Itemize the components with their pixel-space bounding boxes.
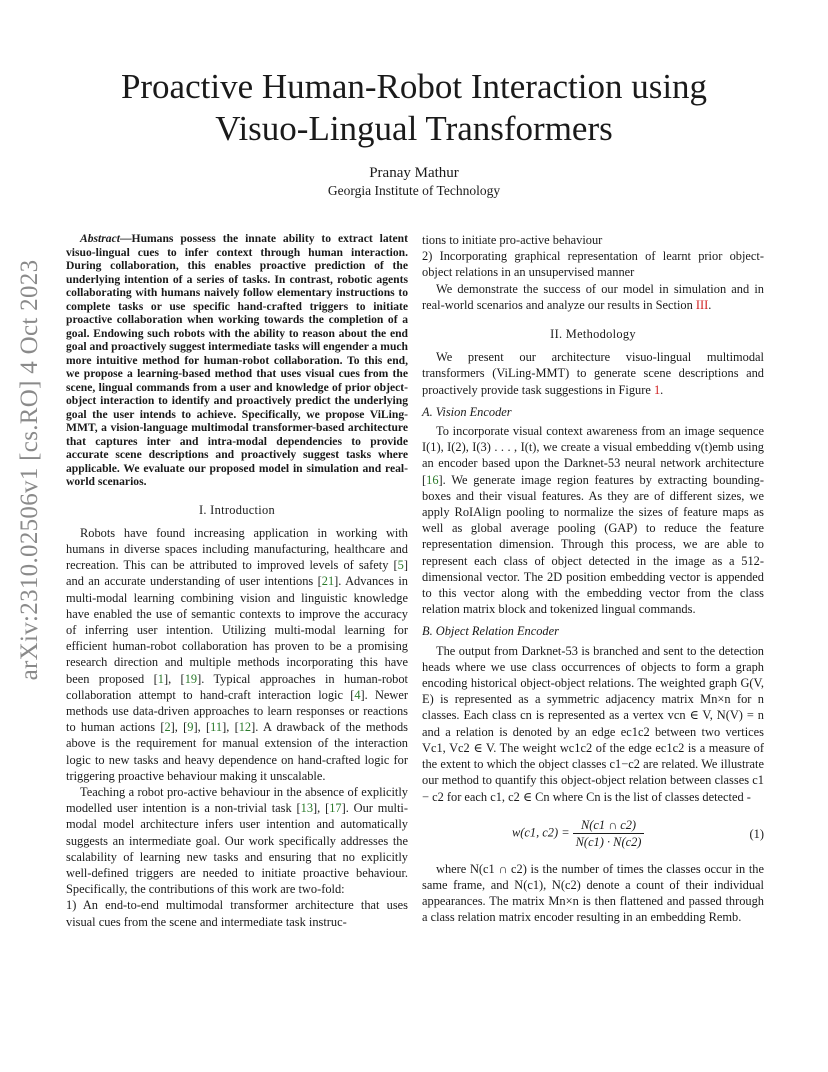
title-line-1: Proactive Human-Robot Interaction using bbox=[120, 67, 708, 106]
vision-encoder-paragraph: To incorporate visual context awareness from an image sequence I(1), I(2), I(3) . . . , I(t), we create a visual embedding v(t)emb using an encoder based upon the Darknet-53 neural network architecture [16]. We generate image region features by extracting bounding-boxes and their visual features. As they are of different sizes, we apply RoIAlign pooling to normalize the sizes of feature maps as well as global average pooling (GAP) to reduce the feature representation dimension. Through this process, we are able to represent each class of object detected in the image as a 512-dimensional vector. The 2D position embedding vector is appended to this vector along with the embedding vector from the class relation matrix block and tokenized lingual commands. bbox=[422, 424, 764, 617]
equation-expression bbox=[512, 817, 644, 850]
citation-link[interactable]: 19 bbox=[184, 671, 198, 686]
figure-link[interactable]: 1 bbox=[653, 382, 661, 397]
object-relation-paragraph: The output from Darknet-53 is branched and sent to the detection heads where we use class occurrences of objects to form a graph encoding historical object-object relations. The weighted graph G(V, E) is represented as a symmetric adjacency matrix Mn×n for n classes. Each class cn is represented as a vertex vcn ∈ V, N(V) = n and a relation is denoted by an edge ec1c2 between two vertices Vc1, Vc2 ∈ V. The weight wc1c2 of the edge ec1c2 is a measure of the extent to which the object classes c1−c2 are related. We illustrate our method to quantify this object-object relation between classes c1 − c2 for each c1, c2 ∈ Cn where Cn is the list of classes detected - bbox=[422, 643, 764, 804]
subsection-heading-vision-encoder: A. Vision Encoder bbox=[422, 404, 512, 419]
contribution-2: 2) Incorporating graphical representation of learnt prior object-object relations in an unsupervised manner bbox=[422, 249, 764, 280]
right-column bbox=[422, 232, 764, 926]
citation-link[interactable]: 5 bbox=[397, 558, 404, 573]
equation-fraction bbox=[573, 817, 645, 850]
arxiv-side-stamp: arXiv:2310.02506v1 [cs.RO] 4 Oct 2023 bbox=[16, 259, 43, 681]
equation-1 bbox=[422, 817, 764, 851]
citation-link[interactable]: 9 bbox=[187, 720, 194, 735]
demo-paragraph: We demonstrate the success of our model in simulation and in real-world scenarios and analyze our results in Section III. bbox=[422, 281, 764, 312]
section-link[interactable]: III bbox=[695, 297, 709, 312]
author-affiliation: Georgia Institute of Technology bbox=[327, 183, 501, 198]
equation-lhs: w(c1, c2) = bbox=[512, 825, 570, 840]
abstract-label: Abstract bbox=[80, 232, 120, 245]
citation-link[interactable]: 12 bbox=[238, 720, 252, 735]
citation-link[interactable]: 11 bbox=[210, 720, 223, 735]
contribution-1: 1) An end-to-end multimodal transformer architecture that uses visual cues from the scene and intermediate task instruc- bbox=[66, 898, 408, 929]
paper-title bbox=[0, 66, 828, 150]
citation-link[interactable]: 4 bbox=[354, 687, 361, 702]
citation-link[interactable]: 13 bbox=[300, 801, 314, 816]
citation-link[interactable]: 21 bbox=[321, 574, 335, 589]
citation-link[interactable]: 1 bbox=[157, 671, 164, 686]
left-column bbox=[66, 232, 408, 930]
equation-denominator: N(c1) · N(c2) bbox=[575, 834, 642, 849]
author-name: Pranay Mathur bbox=[369, 165, 459, 181]
contribution-1-continued: tions to initiate pro-active behaviour bbox=[422, 233, 603, 247]
abstract bbox=[66, 232, 408, 489]
methodology-paragraph: We present our architecture visuo-lingual multimodal transformers (ViLing-MMT) to generate scene descriptions and proactively provide task suggestions in Figure 1. bbox=[422, 350, 764, 397]
intro-paragraph-1: Robots have found increasing application in working with humans in diverse spaces including manufacturing, healthcare and recreation. This can be attributed to improved levels of safety [5] and an accurate understanding of user intentions [21]. Advances in multi-modal learning combining vision and linguistic knowledge have enabled the use of semantic contexts to improve the accuracy of inferring user intention. Utilizing multi-modal learning for efficient human-robot collaboration has proven to be a promising research direction and multiple methods incorporating this have been proposed [1], [19]. Typical approaches in human-robot collaboration attempt to hand-craft interaction logic [4]. Newer methods use data-driven approaches to learn responses or reactions to human actions [2], [9], [11], [12]. A drawback of the methods above is the requirement for manual extension of the interaction logic to new tasks and heavy dependence on hand-crafted logic for triggering proactive behaviour making it unscalable. bbox=[66, 525, 409, 783]
intro-paragraph-2: Teaching a robot pro-active behaviour in the absence of explicitly modelled user intention is a non-trivial task [13], [17]. Our multi-modal model architecture infers user intention and automatically suggests an intermediate goal. Our work specifically addresses the scalability of learning new tasks and ensuring that no explicitly well-defined triggers are needed to initiate proactive behaviour. Specifically, the contributions of this work are two-fold: bbox=[66, 784, 408, 897]
citation-link[interactable]: 2 bbox=[164, 720, 171, 735]
citation-link[interactable]: 17 bbox=[329, 801, 342, 816]
abstract-text: —Humans possess the innate ability to extract latent visuo-lingual cues to infer context through human interaction. During collaboration, this enables proactive prediction of the underlying intention of a series of tasks. In contrast, robotic agents collaborating with humans naively follow elementary instructions to complete tasks or use specific hand-crafted triggers to initiate proactive collaboration when working towards the completion of a goal. Endowing such robots with the ability to reason about the end goal and proactively suggest intermediate tasks will engender a much more intuitive method for human-robot collaboration. To this end, we propose a learning-based method that uses visual cues from the scene, lingual commands from a user and knowledge of prior object-object interaction to identify and proactively predict the underlying goal the user intends to achieve. Specifically, we propose ViLing-MMT, a vision-language multimodal transformer-based architecture that captures inter and intra-modal dependencies to provide accurate scene descriptions and proactively suggest tasks where applicable. We evaluate our proposed model in simulation and real-world scenarios. bbox=[66, 232, 408, 488]
equation-explanation-paragraph: where N(c1 ∩ c2) is the number of times the classes occur in the same frame, and N(c1), N(c2) denote a count of their individual appearances. The matrix Mn×n is then flattened and passed through a class relation matrix encoder resulting in an embedding Remb. bbox=[422, 861, 764, 925]
section-heading-methodology: II. Methodology bbox=[550, 327, 636, 342]
section-heading-introduction: I. Introduction bbox=[198, 502, 276, 517]
title-line-2: Visuo-Lingual Transformers bbox=[215, 109, 613, 148]
subsection-heading-object-relation-encoder: B. Object Relation Encoder bbox=[422, 624, 559, 639]
equation-number: (1) bbox=[749, 826, 764, 841]
citation-link[interactable]: 16 bbox=[426, 472, 439, 487]
equation-numerator: N(c1 ∩ c2) bbox=[573, 817, 645, 834]
